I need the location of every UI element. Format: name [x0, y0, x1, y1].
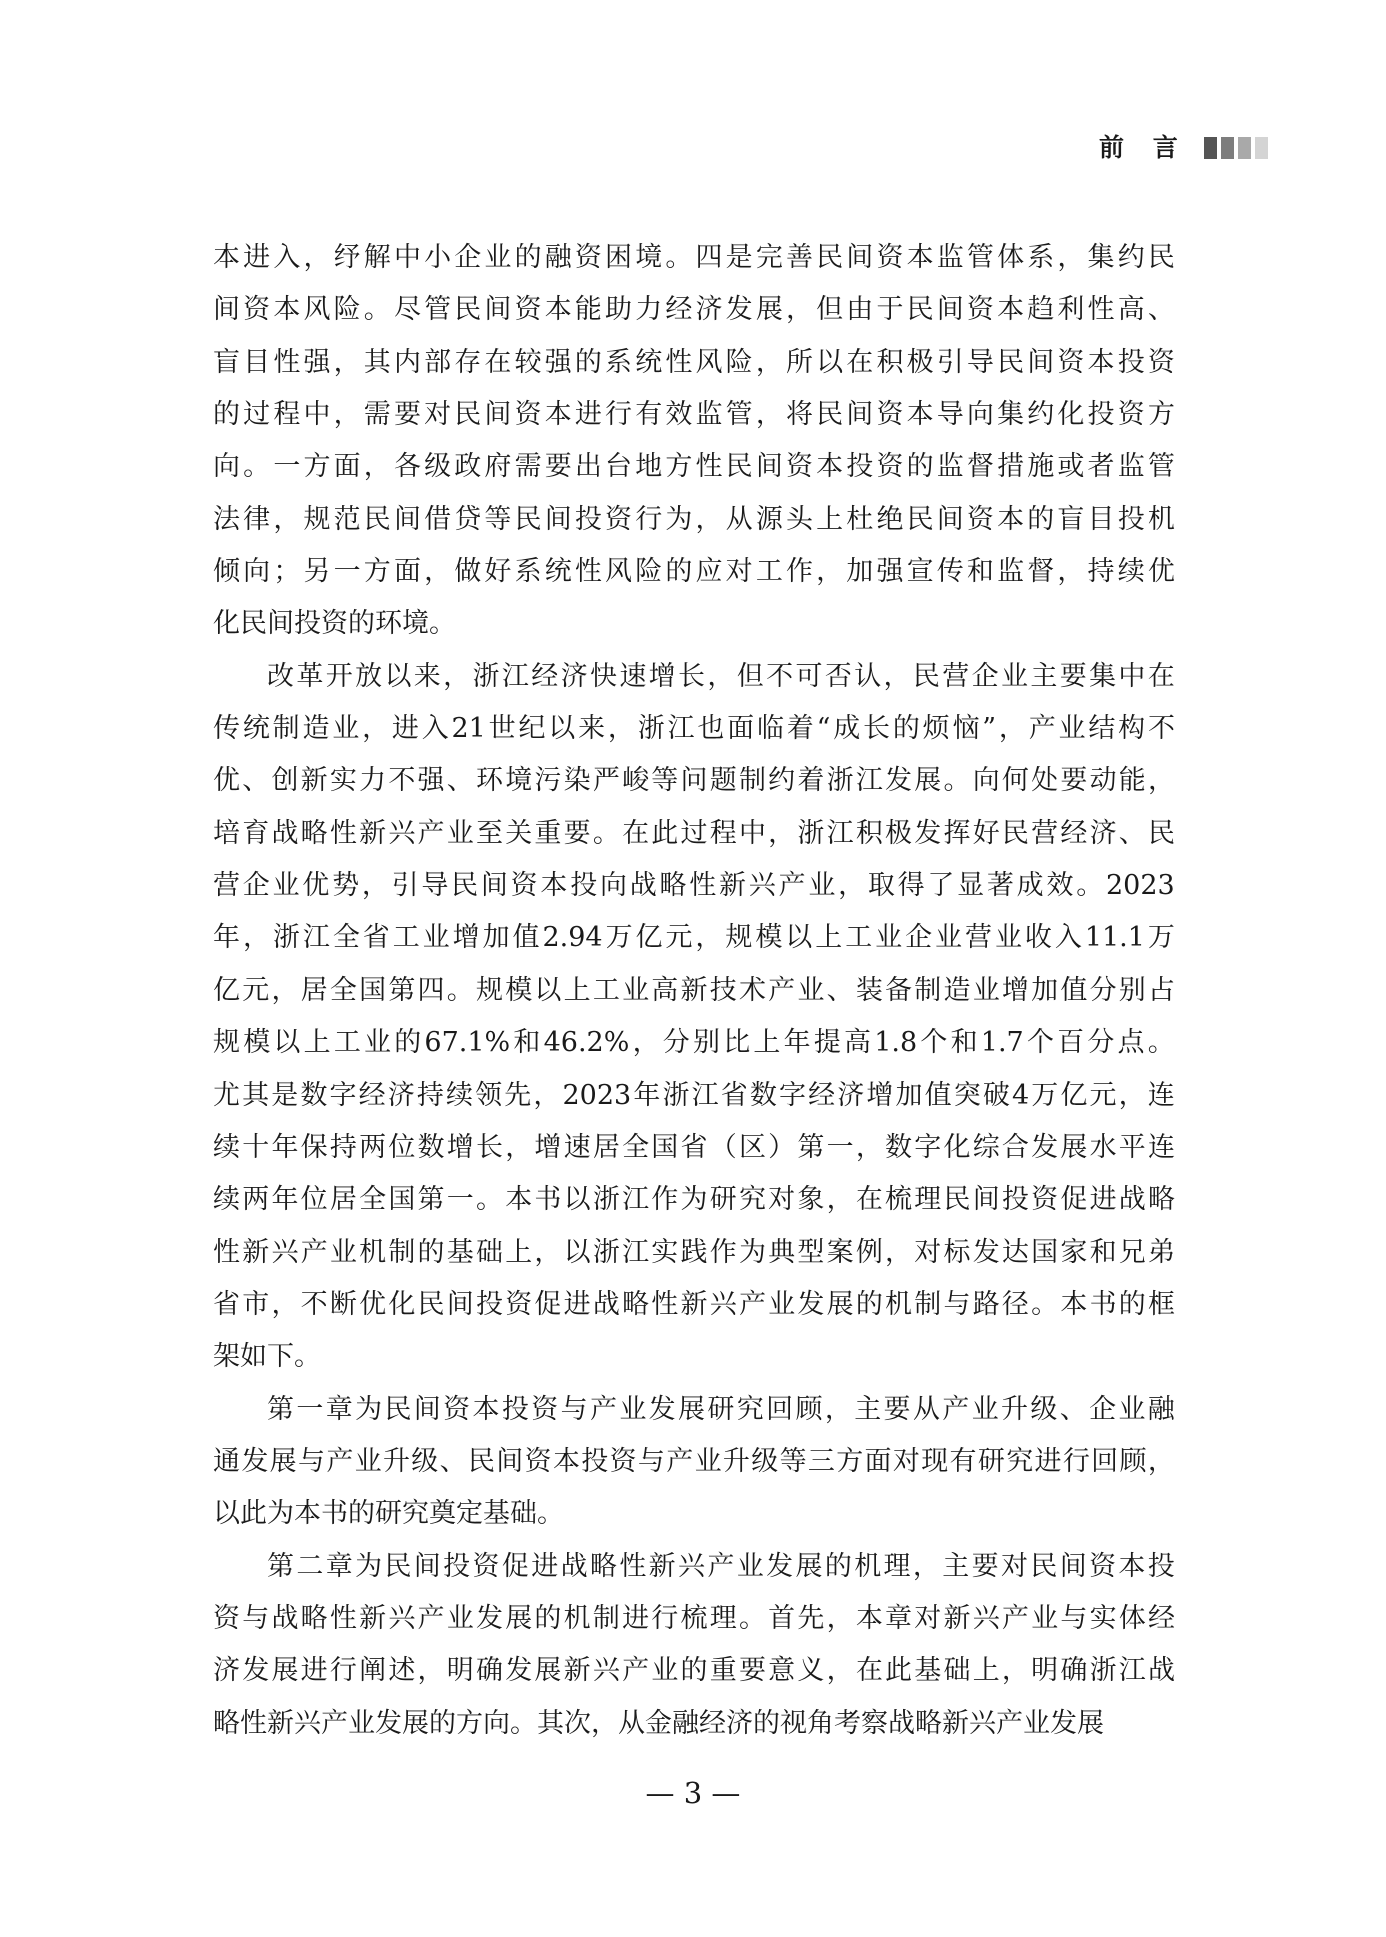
paragraph-line: 省 市 ， 不 断 优 化 民 间 投 资 促 进 战 略 性 新 兴 产 业 发 展 的 机 制 与 路 径 。 本 书 的 框	[213, 1288, 1175, 1320]
running-header	[1099, 131, 1268, 165]
paragraph-line: 优 、 创 新 实 力 不 强 、 环 境 污 染 严 峻 等 问 题 制 约 着 浙 江 发 展 。 向 何 处 要 动 能 ，	[213, 765, 1175, 797]
paragraph-line: 架如下。	[213, 1341, 321, 1373]
paragraph-line: 年 ， 浙 江 全 省 工 业 增 加 值 2.94 万 亿 元 ， 规 模 以 上 工 业 企 业 营 业 收 入 11.1 万	[213, 922, 1175, 954]
paragraph-line: 法 律 ， 规 范 民 间 借 贷 等 民 间 投 资 行 为 ， 从 源 头 上 杜 绝 民 间 资 本 的 盲 目 投 机	[213, 503, 1175, 535]
paragraph-line: 传 统 制 造 业 ， 进 入 21 世 纪 以 来 ， 浙 江 也 面 临 着 “ 成 长 的 烦 恼 ” ， 产 业 结 构 不	[213, 713, 1175, 745]
paragraph-line: 本 进 入 ， 纾 解 中 小 企 业 的 融 资 困 境 。 四 是 完 善 民 间 资 本 监 管 体 系 ， 集 约 民	[213, 242, 1175, 273]
paragraph-line: 济 发 展 进 行 阐 述 ， 明 确 发 展 新 兴 产 业 的 重 要 意 义 ， 在 此 基 础 上 ， 明 确 浙 江 战	[213, 1655, 1175, 1687]
paragraph-line: 续 十 年 保 持 两 位 数 增 长 ， 增 速 居 全 国 省 （ 区 ） 第 一 ， 数 字 化 综 合 发 展 水 平 连	[213, 1131, 1175, 1163]
paragraph-line: 资 与 战 略 性 新 兴 产 业 发 展 的 机 制 进 行 梳 理 。 首 先 ， 本 章 对 新 兴 产 业 与 实 体 经	[213, 1602, 1175, 1634]
paragraph-line: 规 模 以 上 工 业 的 67.1% 和 46.2% ， 分 别 比 上 年 提 高 1.8 个 和 1.7 个 百 分 点 。	[213, 1027, 1175, 1059]
paragraph-line: 略性新兴产业发展的方向。其次，从金融经济的视角考察战略新兴产业发展	[213, 1707, 1104, 1739]
paragraph-line: 尤 其 是 数 字 经 济 持 续 领 先 ， 2023 年 浙 江 省 数 字 经 济 增 加 值 突 破 4 万 亿 元 ， 连	[213, 1079, 1175, 1111]
header-decoration-blocks	[1204, 137, 1268, 159]
paragraph-line: 营 企 业 优 势 ， 引 导 民 间 资 本 投 向 战 略 性 新 兴 产 业 ， 取 得 了 显 著 成 效 。 2023	[213, 870, 1175, 902]
running-title: 前 言	[1099, 133, 1188, 162]
paragraph-line: 培 育 战 略 性 新 兴 产 业 至 关 重 要 。 在 此 过 程 中 ， 浙 江 积 极 发 挥 好 民 营 经 济 、 民	[213, 817, 1175, 849]
paragraph-line: 通 发 展 与 产 业 升 级 、 民 间 资 本 投 资 与 产 业 升 级 等 三 方 面 对 现 有 研 究 进 行 回 顾 ，	[213, 1445, 1175, 1477]
paragraph-line: 第 二 章 为 民 间 投 资 促 进 战 略 性 新 兴 产 业 发 展 的 机 理 ， 主 要 对 民 间 资 本 投	[267, 1550, 1175, 1582]
header-block	[1221, 137, 1234, 159]
header-block	[1255, 137, 1268, 159]
paragraph-line: 以此为本书的研究奠定基础。	[213, 1498, 564, 1530]
paragraph-line: 盲 目 性 强 ， 其 内 部 存 在 较 强 的 系 统 性 风 险 ， 所 以 在 积 极 引 导 民 间 资 本 投 资	[213, 346, 1175, 378]
paragraph-line: 性 新 兴 产 业 机 制 的 基 础 上 ， 以 浙 江 实 践 作 为 典 型 案 例 ， 对 标 发 达 国 家 和 兄 弟	[213, 1236, 1175, 1268]
header-block	[1238, 137, 1251, 159]
header-block	[1204, 137, 1217, 159]
paragraph-line: 向 。 一 方 面 ， 各 级 政 府 需 要 出 台 地 方 性 民 间 资 本 投 资 的 监 督 措 施 或 者 监 管	[213, 451, 1175, 483]
paragraph-line: 第 一 章 为 民 间 资 本 投 资 与 产 业 发 展 研 究 回 顾 ， 主 要 从 产 业 升 级 、 企 业 融	[267, 1393, 1175, 1425]
body-text	[213, 232, 1175, 1750]
page-number: — 3 —	[645, 1776, 741, 1810]
paragraph-line: 倾 向 ； 另 一 方 面 ， 做 好 系 统 性 风 险 的 应 对 工 作 ， 加 强 宣 传 和 监 督 ， 持 续 优	[213, 556, 1175, 588]
paragraph-line: 亿 元 ， 居 全 国 第 四 。 规 模 以 上 工 业 高 新 技 术 产 业 、 装 备 制 造 业 增 加 值 分 别 占	[213, 974, 1175, 1006]
paragraph-line: 的 过 程 中 ， 需 要 对 民 间 资 本 进 行 有 效 监 管 ， 将 民 间 资 本 导 向 集 约 化 投 资 方	[213, 399, 1175, 431]
paragraph-line: 化民间投资的环境。	[213, 608, 456, 640]
paragraph-line: 续 两 年 位 居 全 国 第 一 。 本 书 以 浙 江 作 为 研 究 对 象 ， 在 梳 理 民 间 投 资 促 进 战 略	[213, 1184, 1175, 1216]
paragraph-line: 改 革 开 放 以 来 ， 浙 江 经 济 快 速 增 长 ， 但 不 可 否 认 ， 民 营 企 业 主 要 集 中 在	[267, 660, 1175, 692]
paragraph-line: 间 资 本 风 险 。 尽 管 民 间 资 本 能 助 力 经 济 发 展 ， 但 由 于 民 间 资 本 趋 利 性 高 、	[213, 294, 1175, 326]
